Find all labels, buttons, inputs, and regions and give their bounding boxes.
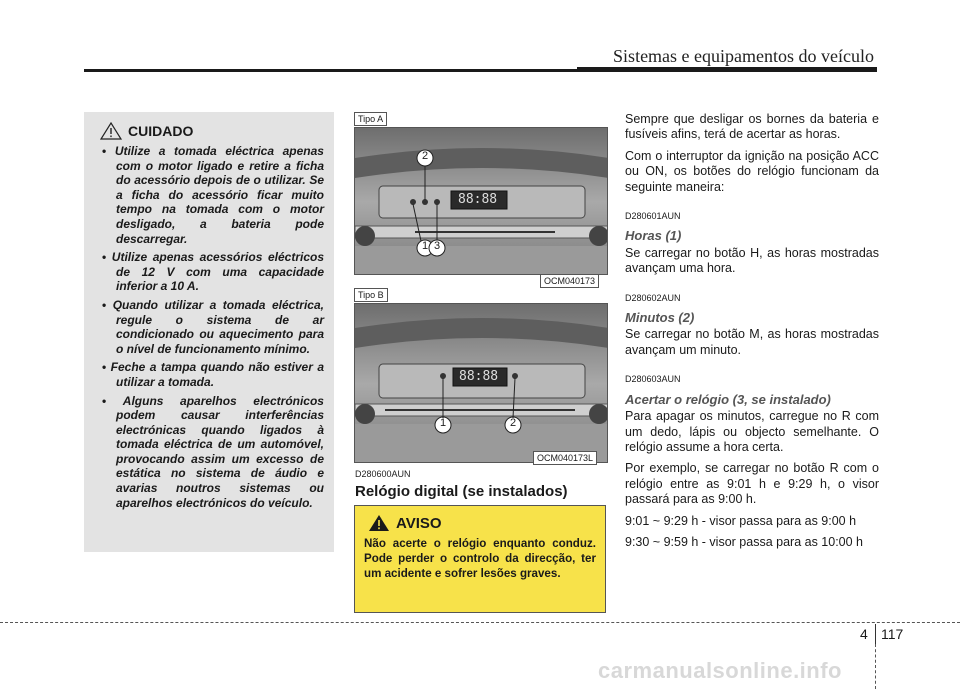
caution-item: • Utilize apenas acessórios eléctricos de 12 V com uma capacidade inferior a 10 A. xyxy=(94,250,324,294)
subsection-title: Minutos (2) xyxy=(625,310,695,326)
footer-vertical-rule xyxy=(875,644,876,689)
figure-a-illustration xyxy=(354,127,608,275)
caution-item: • Alguns aparelhos electrónicos podem causar interferências electrónicas quando ligados à tomada eléctrica de um automóvel, provocando assim um excesso de estática no sistema de áudio e avarias noutros sistemas ou aparelhos electrónicos do veículo. xyxy=(94,394,324,511)
watermark: carmanualsonline.info xyxy=(598,658,842,683)
warning-title: AVISO xyxy=(396,514,442,532)
paragraph: Sempre que desligar os bornes da bateria e fusíveis afins, terá de acertar as horas. xyxy=(625,112,879,142)
figure-a-code: OCM040173 xyxy=(540,274,599,288)
callout-label: 1 xyxy=(440,417,447,429)
caution-list xyxy=(94,144,324,510)
warning-triangle-icon xyxy=(100,122,122,140)
section-code: D280600AUN xyxy=(355,469,411,479)
callout-label: 1 xyxy=(422,240,429,252)
caution-title: CUIDADO xyxy=(128,123,194,139)
caution-item: • Quando utilizar a tomada eléctrica, regule o sistema de ar condicionado ou aquecimento para o nível de funcionamento mínimo. xyxy=(94,298,324,356)
paragraph: 9:30 ~ 9:59 h - visor passa para as 10:00 h xyxy=(625,534,864,549)
page-number: 117 xyxy=(881,626,904,642)
footer-rule xyxy=(0,622,960,623)
paragraph: Para apagar os minutos, carregue no R com um dedo, lápis ou objecto semelhante. O relógio assume a hora certa. xyxy=(625,409,879,454)
figure-b-illustration xyxy=(354,303,608,463)
paragraph: 9:01 ~ 9:29 h - visor passa para as 9:00 h xyxy=(625,513,857,528)
callout-label: 2 xyxy=(422,150,429,162)
warning-body: Não acerte o relógio enquanto conduz. Pode perder o controlo da direcção, ter um acidente e sofrer lesões graves. xyxy=(364,537,596,580)
clock-display-a: 88:88 xyxy=(458,192,498,207)
paragraph: Por exemplo, se carregar no botão R com o relógio entre as 9:01 h e 9:29 h, o visor passará para as 9:00 h. xyxy=(625,461,879,507)
clock-display-b: 88:88 xyxy=(459,369,499,384)
warning-header xyxy=(368,514,596,532)
paragraph: Se carregar no botão M, as horas mostradas avançam um minuto. xyxy=(625,327,879,357)
caution-header xyxy=(100,122,324,140)
paragraph: Se carregar no botão H, as horas mostradas avançam uma hora. xyxy=(625,245,879,276)
page-separator xyxy=(875,624,876,644)
callout-label: 2 xyxy=(510,417,517,429)
caution-box xyxy=(84,112,334,552)
chapter-number: 4 xyxy=(860,626,868,642)
paragraph: Com o interruptor da ignição na posição ACC ou ON, os botões do relógio funcionam da seguinte maneira: xyxy=(625,148,879,194)
section-title: Relógio digital (se instalados) xyxy=(355,483,568,500)
figure-a-tag: Tipo A xyxy=(354,112,387,126)
running-header: Sistemas e equipamentos do veículo xyxy=(613,46,874,66)
figure-b-code: OCM040173L xyxy=(533,451,597,465)
header-rule xyxy=(84,69,877,72)
subsection-title: Horas (1) xyxy=(625,228,682,244)
figure-b-tag: Tipo B xyxy=(354,288,388,302)
section-code: D280601AUN xyxy=(625,211,681,222)
subsection-title: Acertar o relógio (3, se instalado) xyxy=(625,391,831,407)
right-column xyxy=(625,112,879,556)
callout-label: 3 xyxy=(434,240,441,252)
caution-item: • Feche a tampa quando não estiver a utilizar a tomada. xyxy=(94,360,324,389)
warning-box xyxy=(354,505,606,613)
section-code: D280603AUN xyxy=(625,374,681,385)
warning-triangle-icon xyxy=(368,514,390,532)
caution-item: • Utilize a tomada eléctrica apenas com o motor ligado e retire a ficha do acessório depois de o utilizar. Se a ficha do acessório ficar muito tempo na tomada com o motor desligado, a bateria pode descarregar. xyxy=(94,144,324,246)
section-code: D280602AUN xyxy=(625,292,681,303)
